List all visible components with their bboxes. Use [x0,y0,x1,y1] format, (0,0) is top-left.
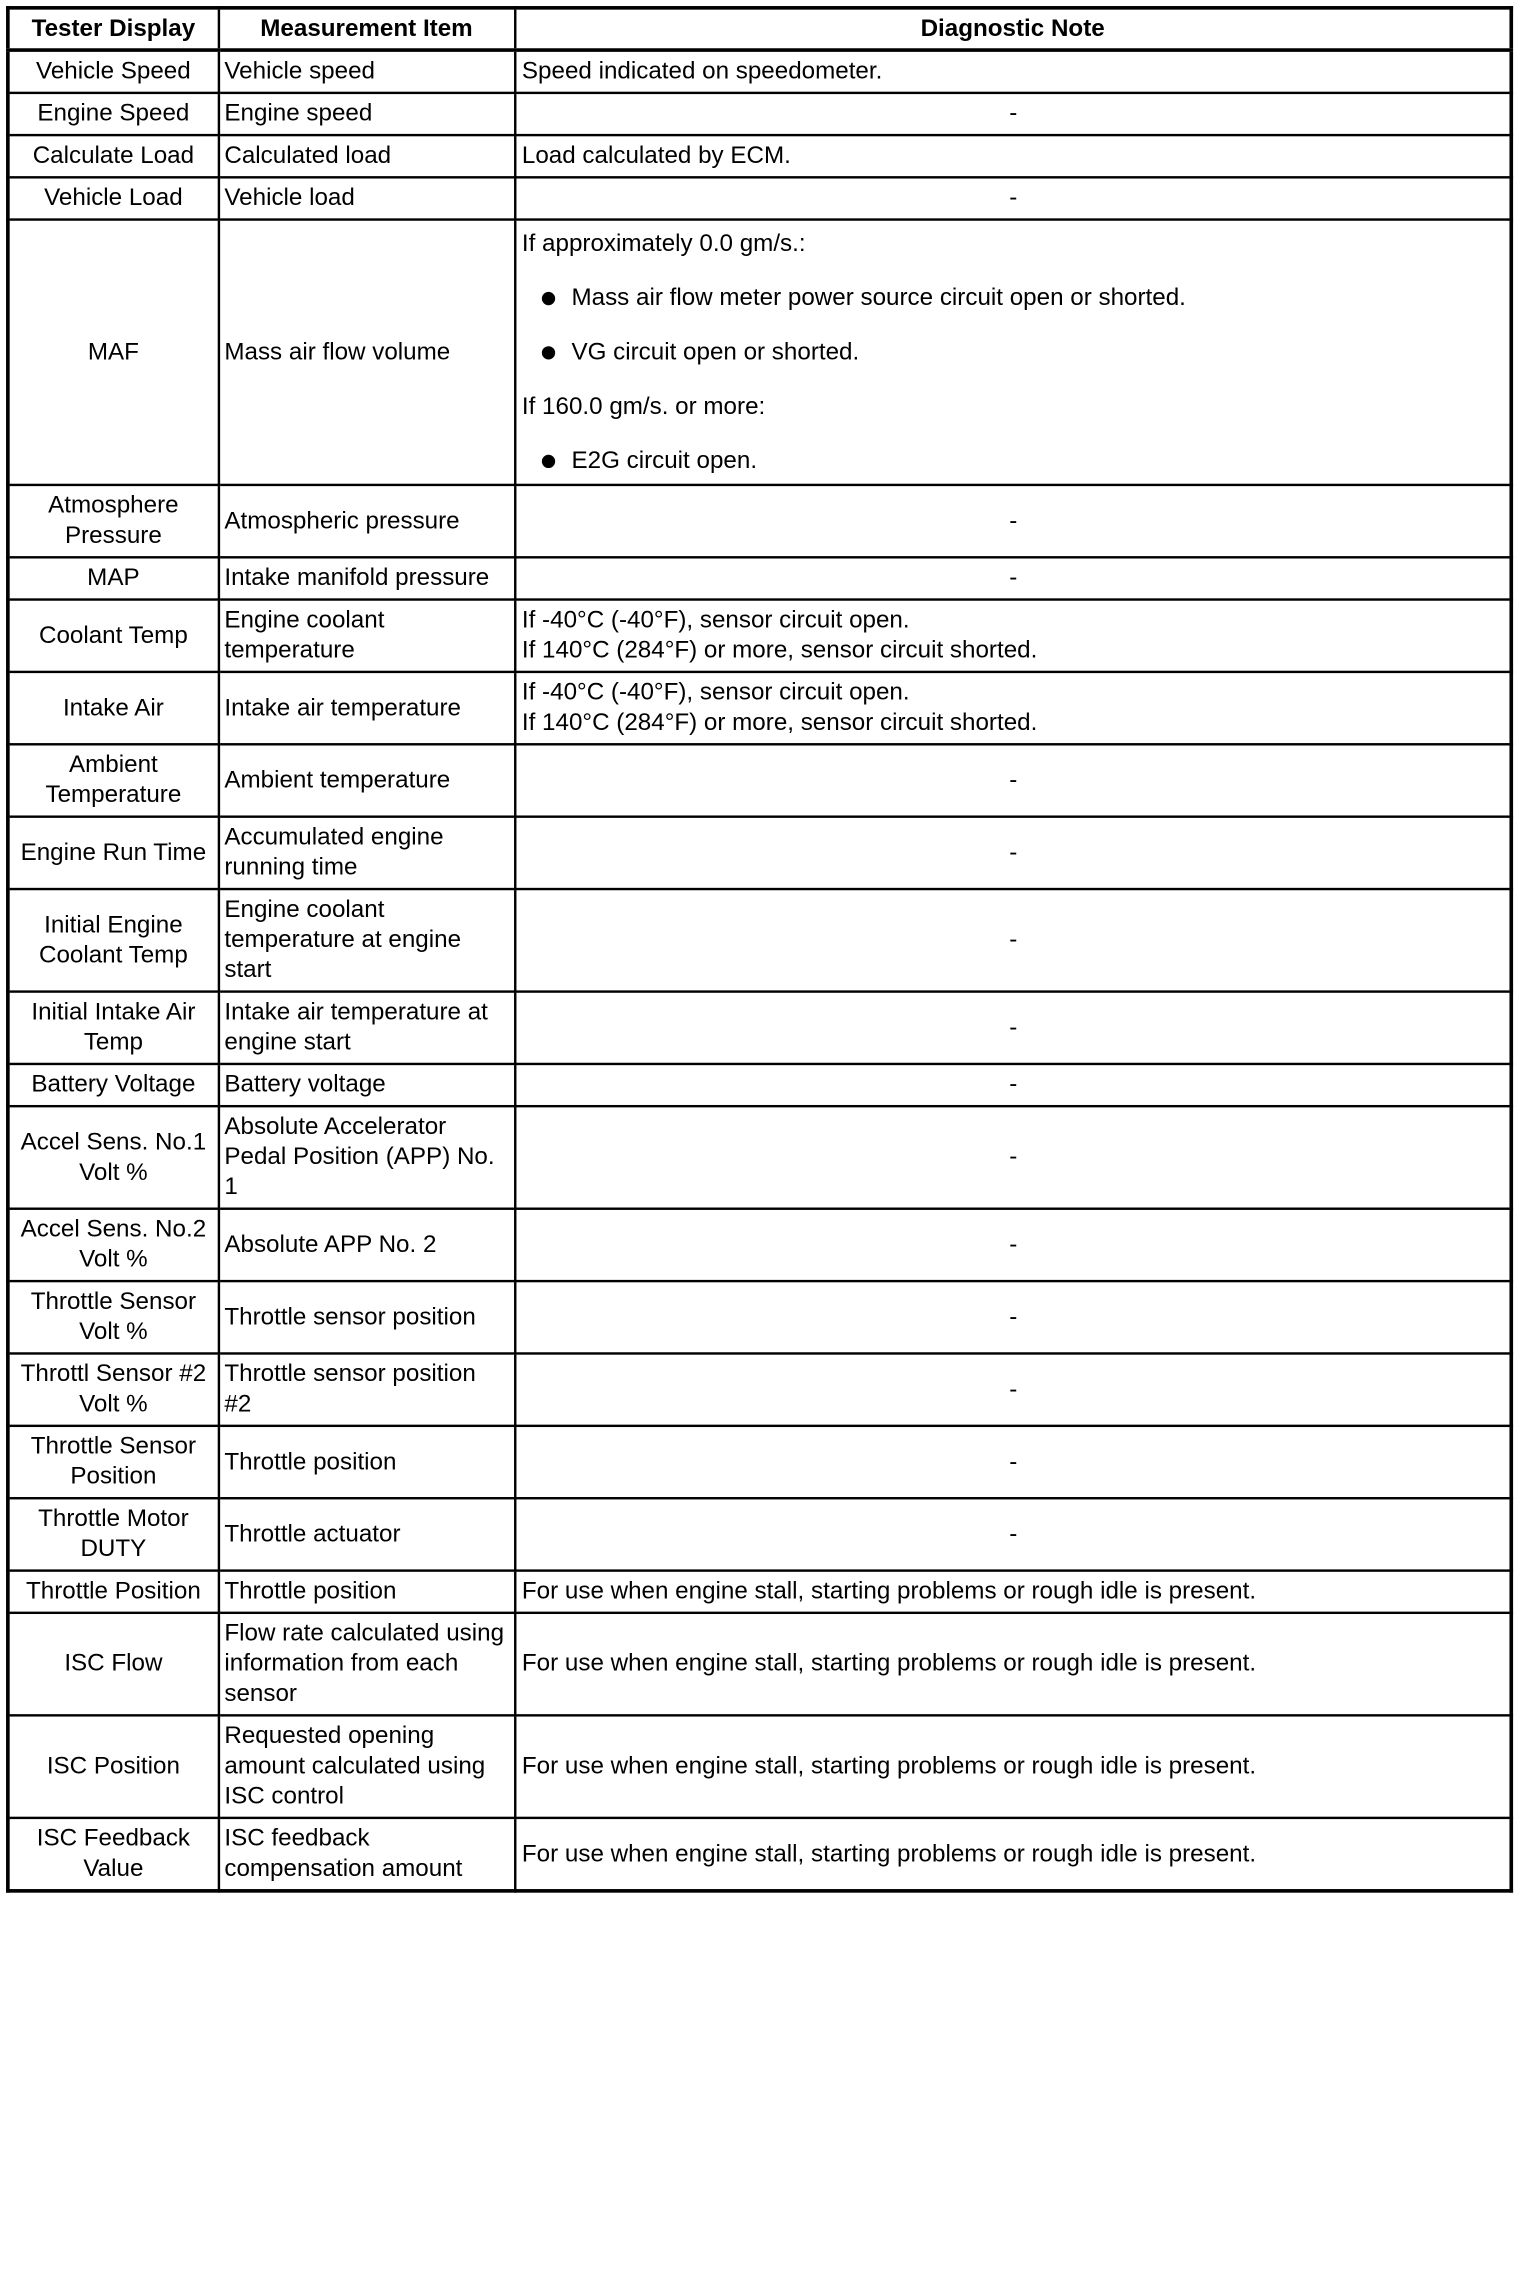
measurement-item-cell: Accumulated engine running time [218,817,514,889]
diagnostic-note-cell: - [515,992,1512,1064]
table-header-row [8,8,1511,50]
tester-display-cell: Intake Air [8,672,218,744]
tester-display-cell: Accel Sens. No.2 Volt % [8,1209,218,1281]
diagnostic-note-cell: - [515,177,1512,219]
table-row [8,1613,1511,1716]
table-row [8,672,1511,744]
diagnostic-note-cell: For use when engine stall, starting problems or rough idle is present. [515,1818,1512,1891]
diagnostic-note-cell: - [515,1106,1512,1209]
tester-display-cell: Vehicle Speed [8,50,218,93]
table-row [8,1498,1511,1570]
table-row [8,1106,1511,1209]
measurement-item-cell: Battery voltage [218,1064,514,1106]
measurement-item-cell: Requested opening amount calculated using ISC control [218,1715,514,1818]
table-row [8,1353,1511,1425]
tester-display-cell: Throttle Motor DUTY [8,1498,218,1570]
table-row [8,600,1511,672]
diagnostic-note-cell [515,600,1512,672]
tester-display-cell: Engine Run Time [8,817,218,889]
measurement-item-cell: Calculated load [218,135,514,177]
note-line: If 140°C (284°F) or more, sensor circuit shorted. [521,709,1038,736]
tester-display-cell: Battery Voltage [8,1064,218,1106]
tester-display-cell: Ambient Temperature [8,744,218,816]
maf-note-list-2 [522,446,1505,476]
tester-display-cell: Throttle Sensor Position [8,1426,218,1498]
table-row [8,557,1511,599]
diagnostic-note-cell: - [515,485,1512,557]
diagnostic-note-cell: - [515,817,1512,889]
measurement-item-cell: Throttle position [218,1426,514,1498]
table-row [8,50,1511,93]
measurement-item-cell: Flow rate calculated using information from each sensor [218,1613,514,1716]
bullet-icon [541,292,554,305]
list-item [522,338,1505,368]
tester-display-cell: Accel Sens. No.1 Volt % [8,1106,218,1209]
measurement-item-cell: Engine coolant temperature at engine start [218,889,514,992]
maf-note-intro-2: If 160.0 gm/s. or more: [521,393,766,420]
table-row [8,817,1511,889]
measurement-item-cell: Vehicle load [218,177,514,219]
diagnostic-note-cell: For use when engine stall, starting problems or rough idle is present. [515,1715,1512,1818]
tester-display-cell: ISC Feedback Value [8,1818,218,1891]
bullet-icon [541,455,554,468]
diagnostic-note-cell: - [515,1353,1512,1425]
table-row [8,135,1511,177]
diagnostic-note-cell: - [515,744,1512,816]
table-row [8,1818,1511,1891]
measurement-item-cell: Vehicle speed [218,50,514,93]
tester-display-cell: ISC Position [8,1715,218,1818]
tester-display-cell: Initial Engine Coolant Temp [8,889,218,992]
maf-note-intro: If approximately 0.0 gm/s.: [521,230,806,257]
diagnostic-note-cell: Speed indicated on speedometer. [515,50,1512,93]
diagnostic-note-cell [515,220,1512,485]
measurement-item-cell: Intake air temperature [218,672,514,744]
tester-display-cell: MAP [8,557,218,599]
table-row [8,889,1511,992]
table-row [8,1715,1511,1818]
tester-display-cell: Initial Intake Air Temp [8,992,218,1064]
header-diagnostic-note: Diagnostic Note [515,8,1512,50]
note-line: If 140°C (284°F) or more, sensor circuit shorted. [521,636,1038,664]
table-row [8,744,1511,816]
table-row [8,177,1511,219]
tester-display-cell: Coolant Temp [8,600,218,672]
measurement-item-cell: Atmospheric pressure [218,485,514,557]
maf-bullet-text: VG circuit open or shorted. [571,338,860,366]
tester-display-cell: Throttle Sensor Volt % [8,1281,218,1353]
header-tester-display: Tester Display [8,8,218,50]
header-measurement-item: Measurement Item [218,8,514,50]
tester-display-cell: Atmosphere Pressure [8,485,218,557]
measurement-item-cell: Mass air flow volume [218,220,514,485]
diagnostic-note-cell: Load calculated by ECM. [515,135,1512,177]
bullet-icon [541,346,554,359]
table-row [8,485,1511,557]
table-row [8,1209,1511,1281]
table-row [8,1064,1511,1106]
diagnostic-note-cell: - [515,1426,1512,1498]
diagnostic-note-cell [515,672,1512,744]
maf-note-list-1 [522,283,1505,367]
measurement-item-cell: Engine speed [218,93,514,135]
tester-display-cell: Engine Speed [8,93,218,135]
measurement-item-cell: Intake air temperature at engine start [218,992,514,1064]
diagnostic-note-cell: - [515,1209,1512,1281]
tester-display-cell: Throttl Sensor #2 Volt % [8,1353,218,1425]
tester-display-cell: ISC Flow [8,1613,218,1716]
measurement-item-cell: Throttle position [218,1571,514,1613]
table-row [8,1281,1511,1353]
table-row [8,93,1511,135]
table-row [8,1571,1511,1613]
note-line: If -40°C (-40°F), sensor circuit open. [521,679,910,706]
maf-bullet-text: Mass air flow meter power source circuit open or shorted. [571,284,1186,312]
list-item [522,283,1505,313]
diagnostic-note-cell: For use when engine stall, starting problems or rough idle is present. [515,1613,1512,1716]
measurement-item-cell: ISC feedback compensation amount [218,1818,514,1891]
tester-display-cell: Vehicle Load [8,177,218,219]
diagnostic-note-cell: For use when engine stall, starting problems or rough idle is present. [515,1571,1512,1613]
measurement-item-cell: Throttle actuator [218,1498,514,1570]
diagnostic-note-cell: - [515,557,1512,599]
measurement-item-cell: Throttle sensor position [218,1281,514,1353]
data-list-table [6,6,1513,1893]
diagnostic-note-cell: - [515,1281,1512,1353]
measurement-item-cell: Throttle sensor position #2 [218,1353,514,1425]
measurement-item-cell: Engine coolant temperature [218,600,514,672]
diagnostic-note-cell: - [515,1498,1512,1570]
diagnostic-note-cell: - [515,1064,1512,1106]
measurement-item-cell: Intake manifold pressure [218,557,514,599]
measurement-item-cell: Absolute APP No. 2 [218,1209,514,1281]
tester-display-cell: MAF [8,220,218,485]
table-row [8,220,1511,485]
table-row [8,992,1511,1064]
maf-note-block [522,226,1505,479]
list-item [522,446,1505,476]
note-line: If -40°C (-40°F), sensor circuit open. [521,606,910,634]
measurement-item-cell: Ambient temperature [218,744,514,816]
tester-display-cell: Calculate Load [8,135,218,177]
maf-bullet-text: E2G circuit open. [571,447,758,475]
diagnostic-note-cell: - [515,889,1512,992]
diagnostic-note-cell: - [515,93,1512,135]
measurement-item-cell: Absolute Accelerator Pedal Position (APP) No. 1 [218,1106,514,1209]
table-row [8,1426,1511,1498]
tester-display-cell: Throttle Position [8,1571,218,1613]
